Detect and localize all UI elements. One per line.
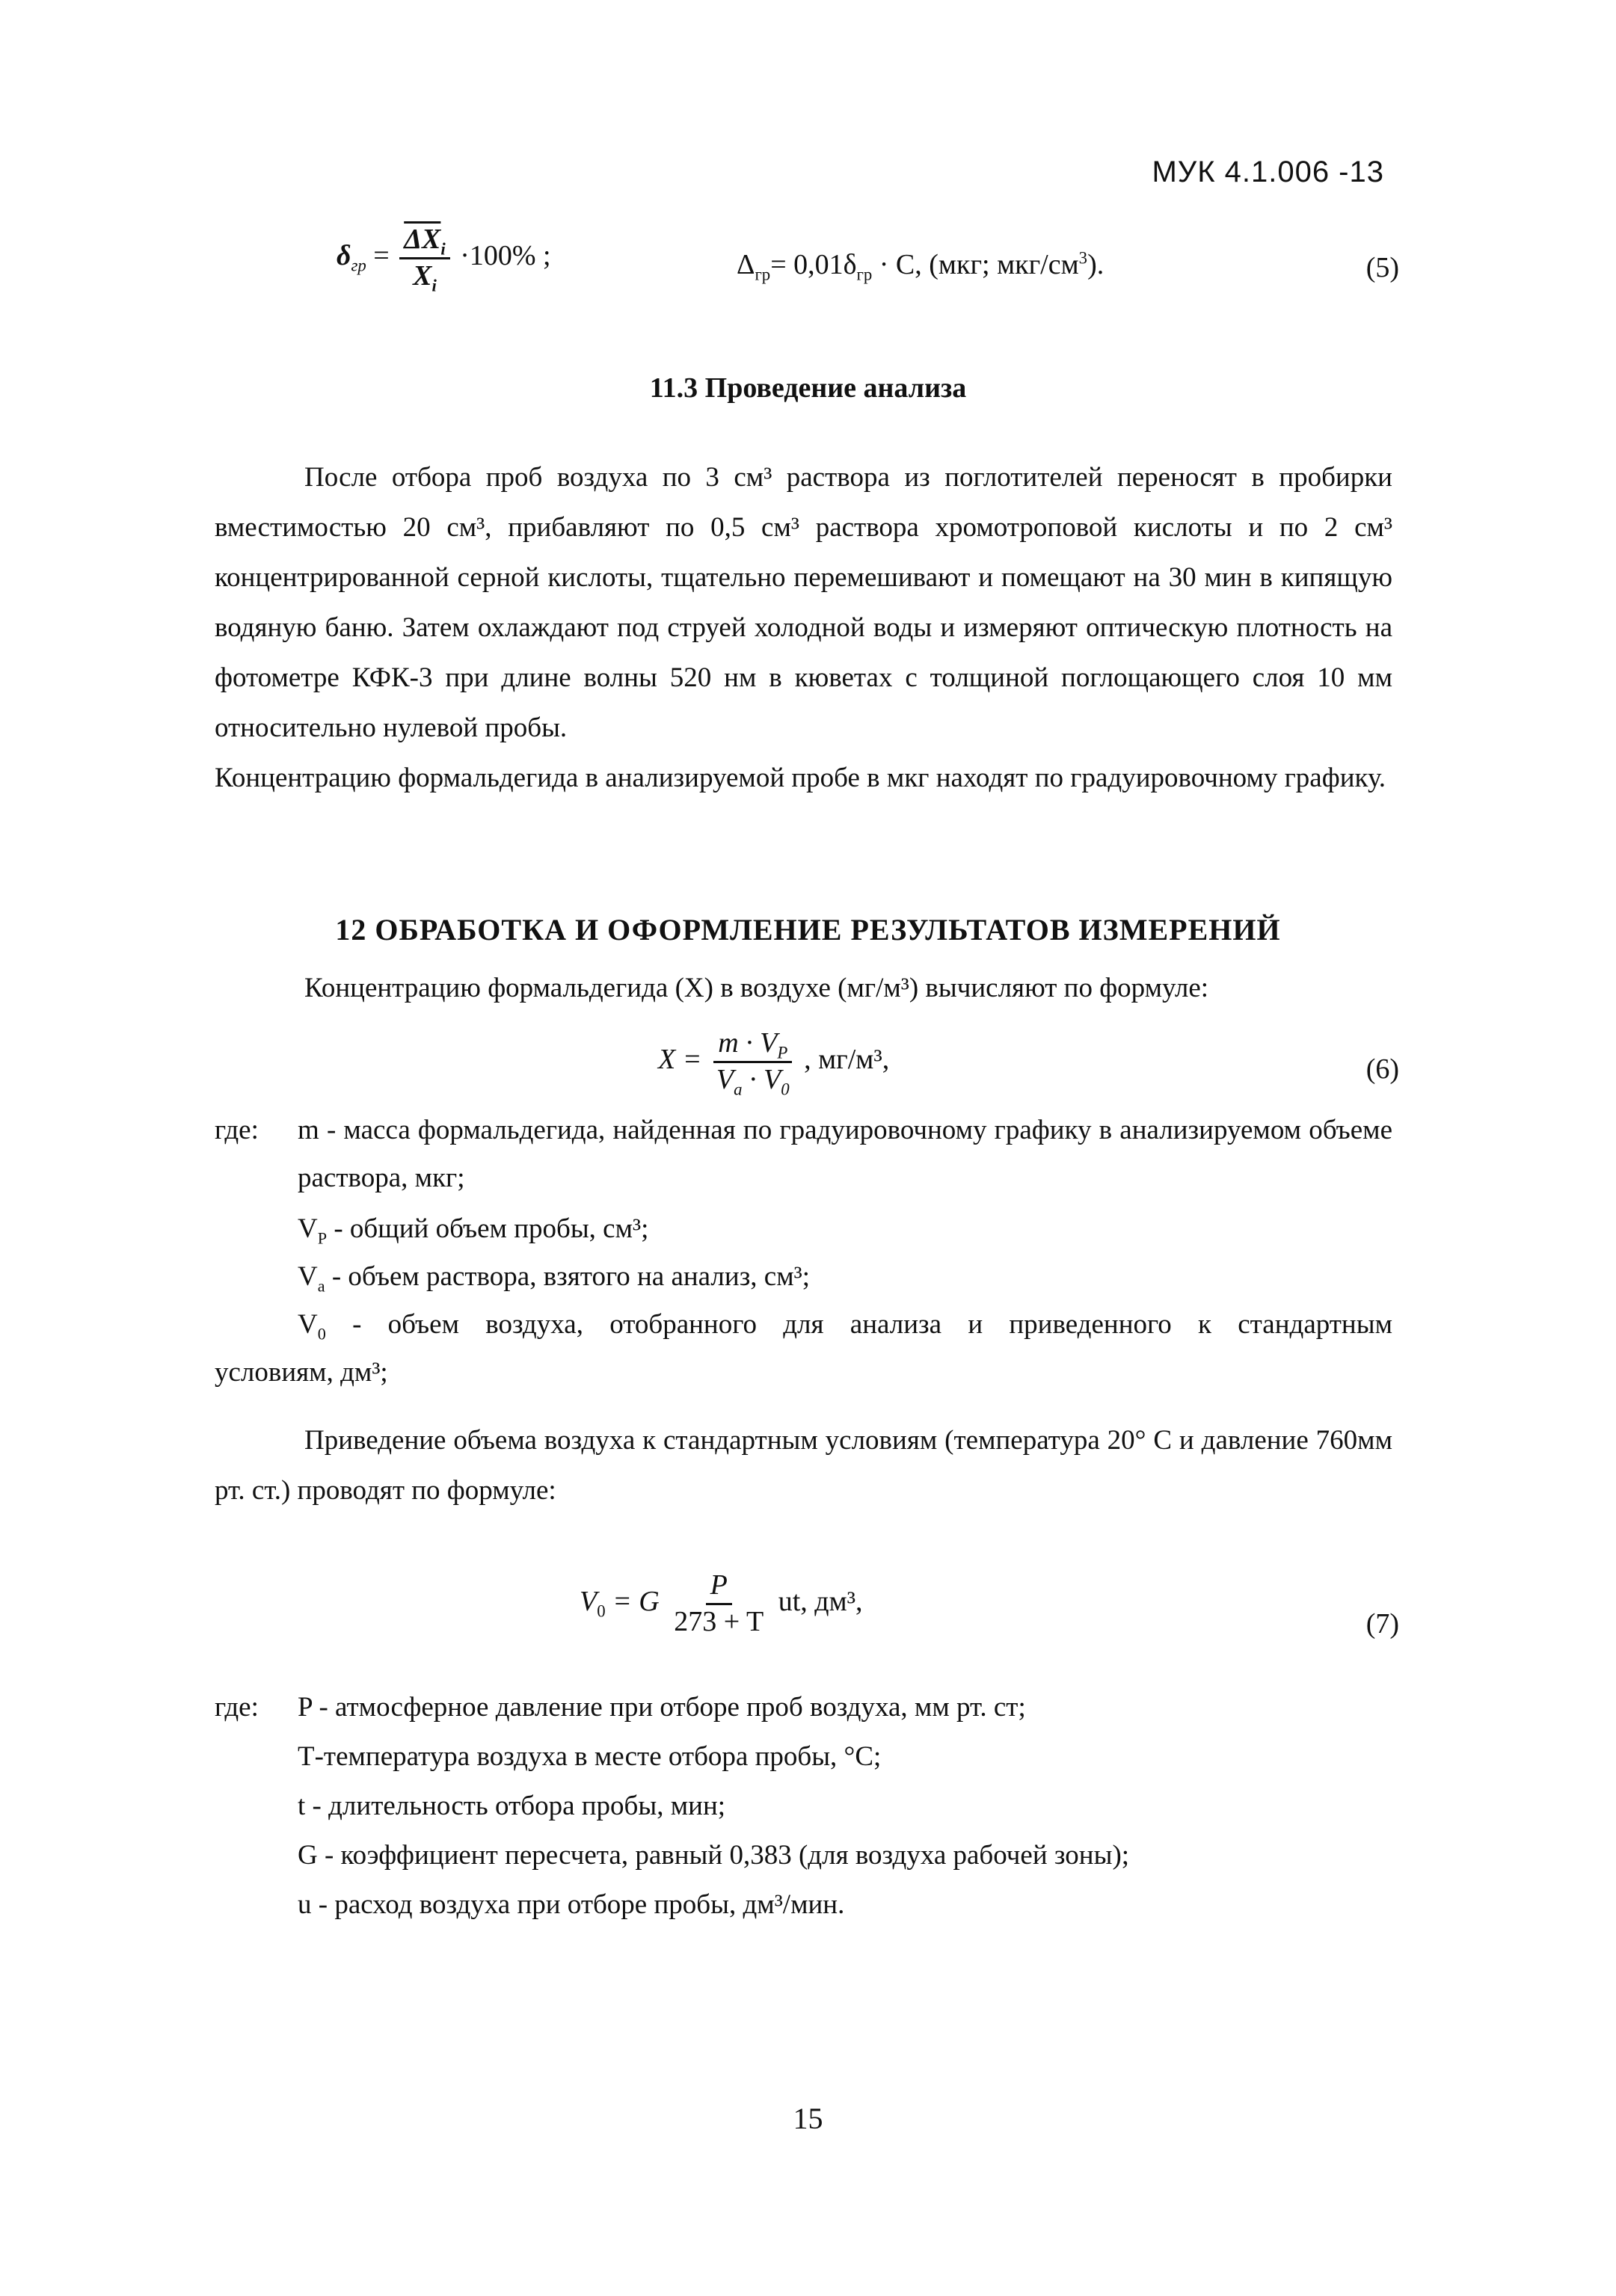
definition-m: m - масса формальдегида, найденная по градуировочному графику в анализируемом объеме раствора, мкг; (298, 1115, 1392, 1193)
fraction-5: $\frac{\overline{\Delta X}_i}{X_i}$ (399, 224, 450, 292)
equation-number-5: (5) (1365, 252, 1399, 283)
paragraph-procedure: После отбора проб воздуха по 3 см³ раствора из поглотителей переносят в пробирки вместимостью 20 см³, прибавляют по 0,5 см³ раствора хромотроповой кислоты и по 2 см³ концентрированной серной кислоты, тщательно перемешивают и помещают на 30 мин в кипящую водяную баню. Затем охлаждают под струей холодной воды и измеряют оптическую плотность на фотометре КФК-3 при длине волны 520 нм в кюветах с толщиной поглощающего слоя 10 мм относительно нулевой пробы. Концентрацию формальдегида в анализируемой пробе в мкг находят по градуировочному графику. (215, 462, 1392, 793)
equation-number-7: (7) (1365, 1608, 1399, 1640)
definition-va: $V_a$ - объем раствора, взятого на анализ, см³; (298, 1261, 811, 1296)
definition-u: u - расход воздуха при отборе пробы, дм³/мин. (298, 1889, 845, 1920)
where-label-2: где: (215, 1692, 259, 1723)
fraction-6: $\frac{m \cdot V_P}{V_a \cdot V_0}$ (712, 1028, 794, 1096)
formula-5-right: $\Delta_{гр}= 0,01\delta_{гр} \cdot C$, (мкг; мкг/$см^3$). (737, 248, 1105, 284)
equation-number-6: (6) (1365, 1053, 1399, 1085)
formula-7: $V_0 = G$ $\frac{P}{273 + T}$ ut, дм³, (580, 1569, 863, 1637)
fraction-7: $\frac{P}{273 + T}$ (674, 1569, 764, 1637)
paragraph-standard-conditions: Приведение объема воздуха к стандартным условиям (температура 20° С и давление 760мм рт. ст.) проводят по формуле: (215, 1425, 1392, 1506)
where-label-1: где: (215, 1115, 259, 1145)
formula-5-left: $\delta_{гр}$ = $\frac{\overline{\Delta X}_i}{X_i}$ ·100% ; (337, 224, 551, 295)
page-number: 15 (793, 2102, 823, 2135)
formula-6: X = $\frac{m \cdot V_P}{V_a \cdot V_0}$ , мг/м³, (658, 1027, 890, 1099)
definition-v0: $V_0$ - объем воздуха, отобранного для анализа и приведенного к стандартным (298, 1309, 1392, 1344)
delta-symbol: δ (337, 240, 351, 272)
definition-time: t - длительность отбора пробы, мин; (298, 1791, 726, 1821)
definition-v0-cont: условиям, дм³; (215, 1357, 388, 1388)
definition-vp: $V_P$ - общий объем пробы, см³; (298, 1213, 649, 1248)
document-code: МУК 4.1.006 -13 (1152, 156, 1384, 188)
definition-p: P - атмосферное давление при отборе проб воздуха, мм рт. ст; (298, 1692, 1026, 1723)
definition-g: G - коэффициент пересчета, равный 0,383 (для воздуха рабочей зоны); (298, 1840, 1130, 1871)
definition-t: Т-температура воздуха в месте отбора пробы, °С; (298, 1741, 882, 1772)
paragraph-formula-intro: Концентрацию формальдегида (Х) в воздухе (мг/м³) вычисляют по формуле: (304, 973, 1209, 1003)
section-title-11-3: 11.3 Проведение анализа (649, 372, 967, 404)
section-title-12: 12 ОБРАБОТКА И ОФОРМЛЕНИЕ РЕЗУЛЬТАТОВ ИЗМЕРЕНИЙ (335, 913, 1281, 947)
